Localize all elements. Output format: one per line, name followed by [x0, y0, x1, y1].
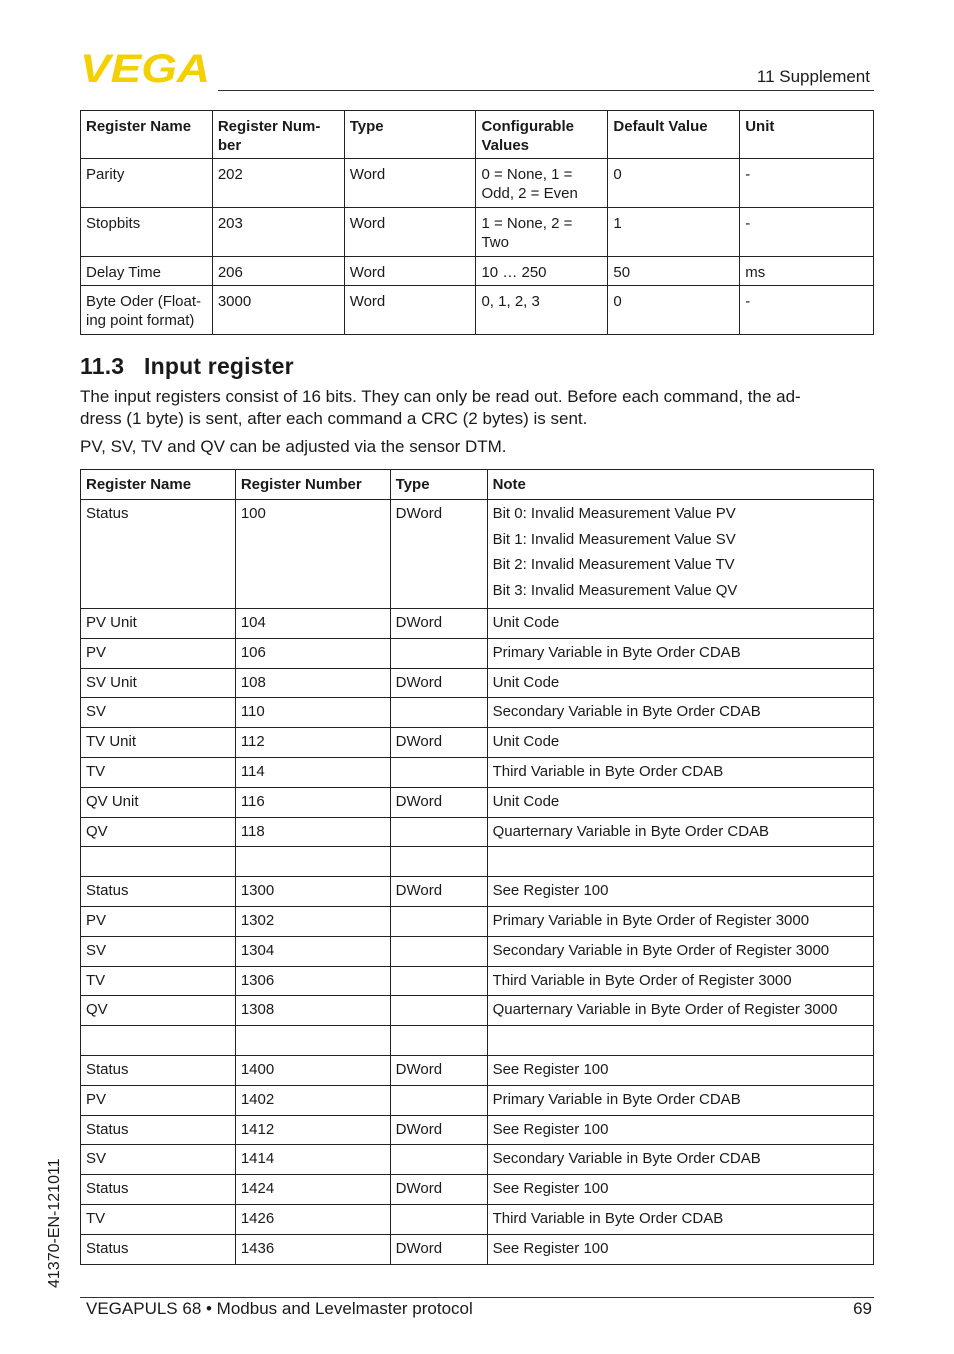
cell-register-name: Delay Time [81, 257, 213, 286]
cell-register-number: 108 [235, 668, 390, 698]
col-header-register-name: Register Name [81, 111, 213, 159]
cell-register-name: TV Unit [81, 728, 236, 758]
cell-register-name: Byte Oder (Float- ing point format) [81, 286, 213, 335]
status-bit-note: Bit 2: Invalid Measurement Value TV [492, 556, 735, 573]
cell-default-value: 1 [608, 208, 740, 257]
cell-register-name: Status [81, 500, 236, 609]
table-row [81, 159, 874, 208]
cell-unit: - [740, 286, 874, 335]
cell-type [390, 1026, 487, 1056]
table-row [81, 257, 874, 286]
cell-default-value: 0 [608, 159, 740, 208]
cell-default-value: 50 [608, 257, 740, 286]
table-row [81, 757, 874, 787]
cell-note: See Register 100 [487, 877, 873, 907]
cell-default-value: 0 [608, 286, 740, 335]
cell-register-number: 1426 [235, 1204, 390, 1234]
table-row [81, 668, 874, 698]
cell-register-name: SV [81, 698, 236, 728]
col-header-type: Type [344, 111, 476, 159]
status-bit-note: Bit 1: Invalid Measurement Value SV [492, 530, 736, 548]
cell-type [390, 966, 487, 996]
col-header-register-name: Register Name [81, 470, 236, 500]
cell-type: DWord [390, 668, 487, 698]
document-code: 41370-EN-121011 [46, 1158, 63, 1288]
cell-register-number: 1424 [235, 1175, 390, 1205]
cell-register-name: Status [81, 877, 236, 907]
cell-register-name: Status [81, 1055, 236, 1085]
cell-type [390, 757, 487, 787]
table-row [81, 208, 874, 257]
table-row [81, 609, 874, 639]
cell-note: Unit Code [487, 609, 873, 639]
cell-register-name: SV [81, 936, 236, 966]
cell-register-name: QV [81, 996, 236, 1026]
cell-register-name: PV [81, 638, 236, 668]
footer-title: VEGAPULS 68 • Modbus and Levelmaster protocol [86, 1299, 473, 1318]
cell-type: DWord [390, 1234, 487, 1264]
cell-note: Primary Variable in Byte Order of Register 3000 [487, 906, 873, 936]
cell-type: Word [344, 286, 476, 335]
table-row [81, 698, 874, 728]
cell-register-name: TV [81, 1204, 236, 1234]
cell-register-number: 1436 [235, 1234, 390, 1264]
cell-configurable-values: 0 = None, 1 = Odd, 2 = Even [476, 159, 608, 208]
cell-note: Primary Variable in Byte Order CDAB [487, 1085, 873, 1115]
dtm-paragraph: PV, SV, TV and QV can be adjusted via the sensor DTM. [80, 437, 507, 456]
cell-register-number: 1412 [235, 1115, 390, 1145]
cell-type: DWord [390, 877, 487, 907]
cell-note: Secondary Variable in Byte Order of Register 3000 [487, 936, 873, 966]
cell-register-name [81, 1026, 236, 1056]
cell-register-number: 1402 [235, 1085, 390, 1115]
cell-configurable-values: 1 = None, 2 = Two [476, 208, 608, 257]
cell-register-number: 118 [235, 817, 390, 847]
table-header-row [81, 470, 874, 500]
cell-note: Secondary Variable in Byte Order CDAB [487, 698, 873, 728]
cell-unit: ms [740, 257, 874, 286]
cell-register-name: PV [81, 906, 236, 936]
table-header-row [81, 111, 874, 159]
cell-configurable-values: 0, 1, 2, 3 [476, 286, 608, 335]
cell-register-number: 1300 [235, 877, 390, 907]
cell-register-name: SV [81, 1145, 236, 1175]
cell-type: Word [344, 208, 476, 257]
table-row [81, 877, 874, 907]
cell-register-name: PV [81, 1085, 236, 1115]
cell-register-number: 1400 [235, 1055, 390, 1085]
cell-note: See Register 100 [487, 1175, 873, 1205]
section-title: Input register [144, 353, 294, 379]
status-bit-note: Bit 3: Invalid Measurement Value QV [492, 581, 738, 599]
status-bit-note: Bit 0: Invalid Measurement Value PV [492, 505, 736, 522]
col-header-note: Note [487, 470, 873, 500]
cell-register-number: 202 [212, 159, 344, 208]
cell-register-number: 1308 [235, 996, 390, 1026]
vega-logo-text: VEGA [80, 52, 210, 84]
cell-type: DWord [390, 609, 487, 639]
cell-register-name [81, 847, 236, 877]
table-row [81, 906, 874, 936]
cell-note: Third Variable in Byte Order of Register 3000 [487, 966, 873, 996]
cell-register-number: 116 [235, 787, 390, 817]
table-row [81, 936, 874, 966]
cell-register-number: 203 [212, 208, 344, 257]
cell-note [487, 1026, 873, 1056]
cell-type [390, 698, 487, 728]
cell-note: Unit Code [487, 728, 873, 758]
col-header-unit: Unit [740, 111, 874, 159]
table-row [81, 847, 874, 877]
cell-configurable-values: 10 … 250 [476, 257, 608, 286]
cell-note: Quarternary Variable in Byte Order CDAB [487, 817, 873, 847]
cell-note: See Register 100 [487, 1234, 873, 1264]
cell-register-name: QV Unit [81, 787, 236, 817]
table-row [81, 966, 874, 996]
cell-register-number: 104 [235, 609, 390, 639]
cell-type: DWord [390, 787, 487, 817]
table-row [81, 817, 874, 847]
cell-type [390, 1085, 487, 1115]
cell-register-number: 1304 [235, 936, 390, 966]
col-header-register-number: Register Num- ber [212, 111, 344, 159]
cell-register-number: 110 [235, 698, 390, 728]
table-row [81, 1085, 874, 1115]
cell-note: Unit Code [487, 668, 873, 698]
cell-note [487, 847, 873, 877]
table-row [81, 787, 874, 817]
cell-register-number: 1414 [235, 1145, 390, 1175]
cell-register-name: Status [81, 1115, 236, 1145]
cell-register-name: Stopbits [81, 208, 213, 257]
cell-register-number: 3000 [212, 286, 344, 335]
cell-register-number: 112 [235, 728, 390, 758]
table-row [81, 1145, 874, 1175]
table-row [81, 638, 874, 668]
cell-register-name: TV [81, 966, 236, 996]
cell-note: Third Variable in Byte Order CDAB [487, 1204, 873, 1234]
cell-register-number: 114 [235, 757, 390, 787]
cell-type: DWord [390, 728, 487, 758]
cell-register-number: 206 [212, 257, 344, 286]
cell-type [390, 996, 487, 1026]
col-header-default-value: Default Value [608, 111, 740, 159]
cell-note: Quarternary Variable in Byte Order of Register 3000 [487, 996, 873, 1026]
cell-type: DWord [390, 1175, 487, 1205]
cell-note [487, 500, 873, 609]
page-number: 69 [853, 1299, 872, 1318]
table-row [81, 1204, 874, 1234]
cell-register-number: 106 [235, 638, 390, 668]
cell-register-name: Parity [81, 159, 213, 208]
section-heading [80, 353, 294, 380]
col-header-configurable-values: Configurable Values [476, 111, 608, 159]
cell-register-number [235, 847, 390, 877]
cell-register-number: 100 [235, 500, 390, 609]
section-number: 11.3 [80, 353, 125, 379]
cell-note: Unit Code [487, 787, 873, 817]
cell-type [390, 638, 487, 668]
cell-type [390, 936, 487, 966]
cell-register-number: 1306 [235, 966, 390, 996]
cell-unit: - [740, 208, 874, 257]
intro-paragraph: The input registers consist of 16 bits. They can only be read out. Before each command, the ad- dress (1 byte) is sent, after each command a CRC (2 bytes) is sent. [80, 387, 801, 428]
cell-type [390, 847, 487, 877]
cell-type: DWord [390, 1055, 487, 1085]
col-header-register-number: Register Number [235, 470, 390, 500]
header-rule [218, 90, 874, 91]
cell-register-name: TV [81, 757, 236, 787]
input-register-table [80, 469, 874, 1265]
table-row [81, 1234, 874, 1264]
table-row [81, 728, 874, 758]
cell-type [390, 906, 487, 936]
cell-register-number: 1302 [235, 906, 390, 936]
cell-unit: - [740, 159, 874, 208]
cell-register-number [235, 1026, 390, 1056]
table-row [81, 1175, 874, 1205]
cell-type: DWord [390, 1115, 487, 1145]
cell-register-name: PV Unit [81, 609, 236, 639]
table-row [81, 1115, 874, 1145]
cell-note: See Register 100 [487, 1115, 873, 1145]
table-row [81, 1026, 874, 1056]
footer-rule [80, 1297, 874, 1298]
cell-register-name: Status [81, 1175, 236, 1205]
col-header-type: Type [390, 470, 487, 500]
section-label: 11 Supplement [756, 67, 870, 86]
cell-type: Word [344, 159, 476, 208]
cell-register-name: QV [81, 817, 236, 847]
table-row [81, 286, 874, 335]
table-row [81, 1055, 874, 1085]
cell-note: Secondary Variable in Byte Order CDAB [487, 1145, 873, 1175]
cell-register-name: SV Unit [81, 668, 236, 698]
cell-note: Third Variable in Byte Order CDAB [487, 757, 873, 787]
table-row [81, 500, 874, 609]
cell-type: DWord [390, 500, 487, 609]
vega-logo [80, 52, 212, 84]
cell-type: Word [344, 257, 476, 286]
cell-type [390, 1145, 487, 1175]
cell-note: Primary Variable in Byte Order CDAB [487, 638, 873, 668]
cell-type [390, 1204, 487, 1234]
cell-note: See Register 100 [487, 1055, 873, 1085]
config-register-table [80, 110, 874, 335]
cell-type [390, 817, 487, 847]
cell-register-name: Status [81, 1234, 236, 1264]
table-row [81, 996, 874, 1026]
